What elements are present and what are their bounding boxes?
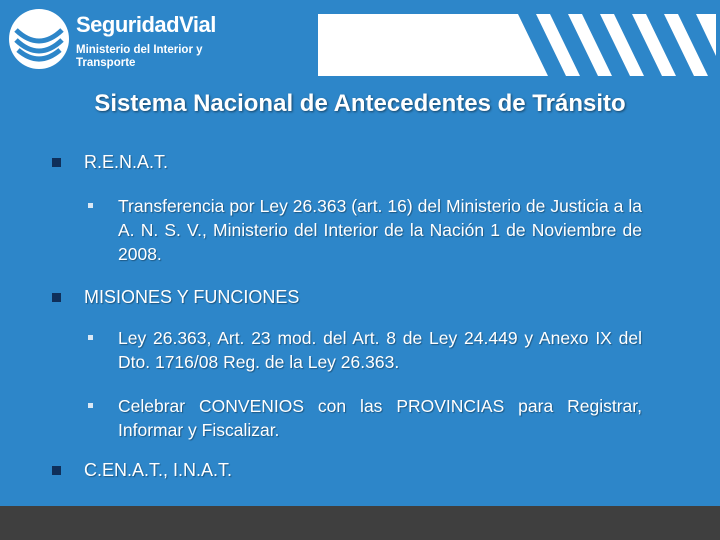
square-bullet-icon: [52, 293, 61, 302]
seguridad-vial-logo: [8, 8, 216, 76]
bullet-label: C.EN.A.T., I.N.A.T.: [84, 460, 233, 480]
footer-band: [0, 506, 720, 540]
road-emblem-icon: [8, 8, 70, 70]
square-bullet-icon: [52, 466, 61, 475]
brand-name: SeguridadVial: [76, 12, 216, 37]
stripes-decoration: [318, 14, 716, 76]
bullet-label: MISIONES Y FUNCIONES: [84, 287, 300, 307]
small-square-bullet-icon: [88, 403, 93, 408]
small-square-bullet-icon: [88, 203, 93, 208]
sub-bullet-text: Transferencia por Ley 26.363 (art. 16) del Ministerio de Justicia a la A. N. S. V., Ministerio del Interior de la Nación 1 de Noviembre de 2008.: [118, 196, 642, 264]
small-square-bullet-icon: [88, 335, 93, 340]
ministry-name: Ministerio del Interior y Transporte: [76, 44, 203, 69]
slide-title: Sistema Nacional de Antecedentes de Tránsito: [94, 90, 626, 117]
square-bullet-icon: [52, 158, 61, 167]
bullet-label: R.E.N.A.T.: [84, 152, 169, 172]
sub-bullet-text: Ley 26.363, Art. 23 mod. del Art. 8 de Ley 24.449 y Anexo IX del Dto. 1716/08 Reg. de la Ley 26.363.: [118, 328, 642, 372]
sub-bullet-text: Celebrar CONVENIOS con las PROVINCIAS para Registrar, Informar y Fiscalizar.: [118, 396, 642, 440]
header-band: [0, 0, 720, 84]
